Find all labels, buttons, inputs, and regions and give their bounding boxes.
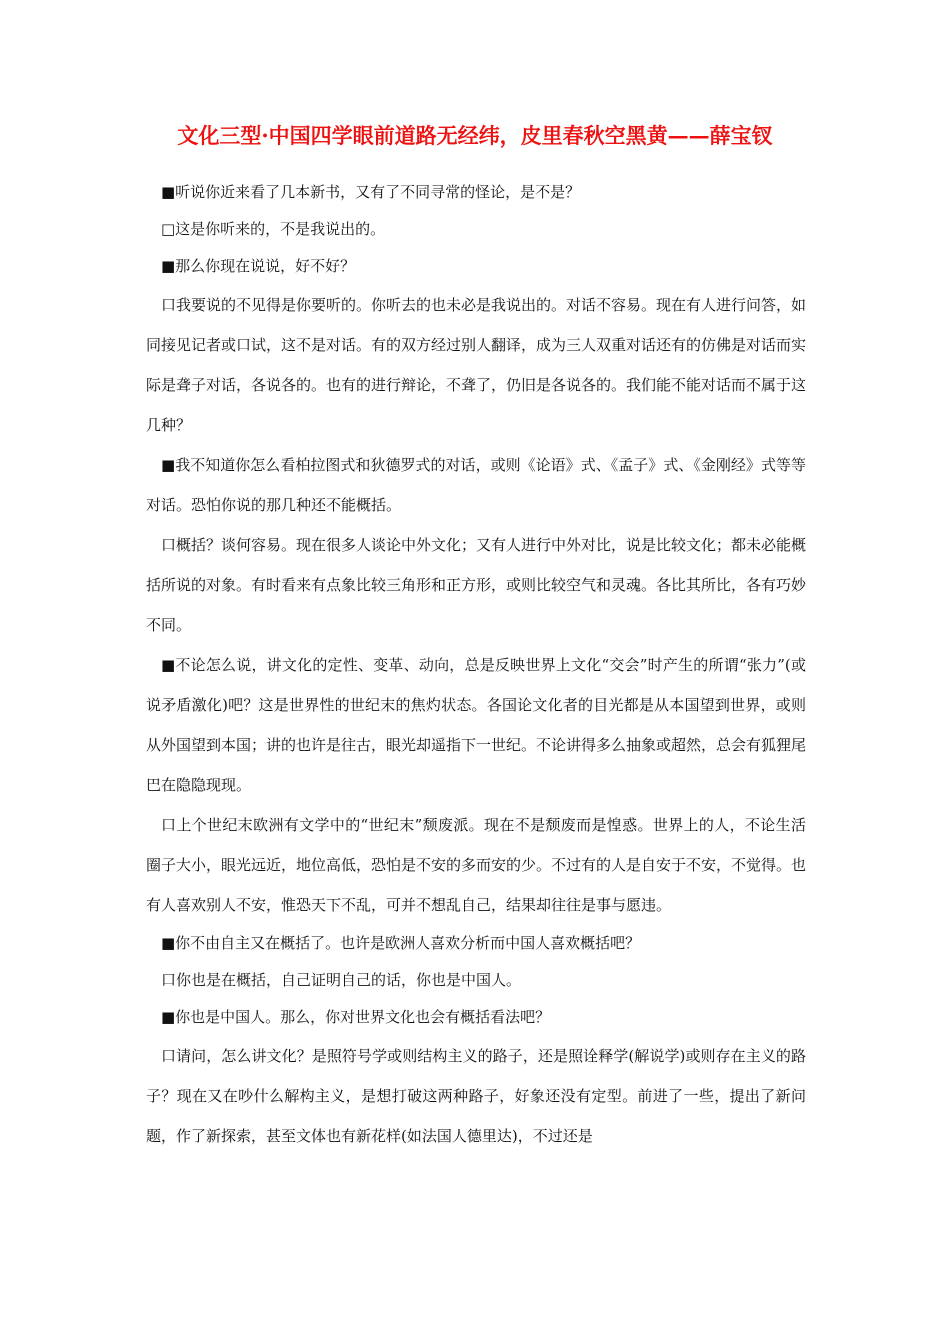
paragraph: 口上个世纪末欧洲有文学中的“世纪末”颓废派。现在不是颓废而是惶惑。世界上的人，不论生活圈子大小，眼光远近，地位高低，恐怕是不安的多而安的少。不过有的人是自安于不安，不觉得。也有人喜欢别人不安，惟恐天下不乱，可并不想乱自己，结果却往往是事与愿违。	[146, 816, 807, 914]
paragraph: ■我不知道你怎么看柏拉图式和狄德罗式的对话，或则《论语》式、《孟子》式、《金刚经》式等等对话。恐怕你说的那几种还不能概括。	[146, 456, 806, 514]
paragraph: □这是你听来的，不是我说出的。	[161, 220, 386, 238]
document-title: 文化三型·中国四学眼前道路无经纬，皮里春秋空黑黄——薛宝钗	[177, 123, 773, 148]
paragraph: 口请问，怎么讲文化？是照符号学或则结构主义的路子，还是照诠释学(解说学)或则存在主义的路子？现在又在吵什么解构主义，是想打破这两种路子，好象还没有定型。前进了一些，提出了新问题，作了新探索，甚至文体也有新花样(如法国人德里达)，不过还是	[146, 1047, 806, 1145]
paragraph: 口我要说的不见得是你要听的。你听去的也未必是我说出的。对话不容易。现在有人进行问答，如同接见记者或口试，这不是对话。有的双方经过别人翻译，成为三人双重对话还有的仿佛是对话而实际是聋子对话，各说各的。也有的进行辩论，不聋了，仍旧是各说各的。我们能不能对话而不属于这几种？	[146, 296, 807, 434]
document-body	[146, 174, 806, 1156]
paragraph: ■你不由自主又在概括了。也许是欧洲人喜欢分析而中国人喜欢概括吧？	[161, 934, 641, 952]
paragraph: ■你也是中国人。那么，你对世界文化也会有概括看法吧？	[161, 1008, 551, 1026]
paragraph: 口你也是在概括，自己证明自己的话，你也是中国人。	[161, 971, 522, 989]
paragraph: ■不论怎么说，讲文化的定性、变革、动向，总是反映世界上文化“交会”时产生的所谓“张力”(或说矛盾激化)吧？这是世界性的世纪末的焦灼状态。各国论文化者的目光都是从本国望到世界，或则从外国望到本国；讲的也许是往古，眼光却遥指下一世纪。不论讲得多么抽象或超然，总会有狐狸尾巴在隐隐现现。	[146, 656, 807, 794]
paragraph: ■那么你现在说说，好不好？	[161, 257, 356, 275]
paragraph: ■听说你近来看了几本新书，又有了不同寻常的怪论，是不是？	[161, 183, 581, 201]
paragraph: 口概括？谈何容易。现在很多人谈论中外文化；又有人进行中外对比，说是比较文化；都未必能概括所说的对象。有时看来有点象比较三角形和正方形，或则比较空气和灵魂。各比其所比，各有巧妙不同。	[146, 536, 807, 634]
